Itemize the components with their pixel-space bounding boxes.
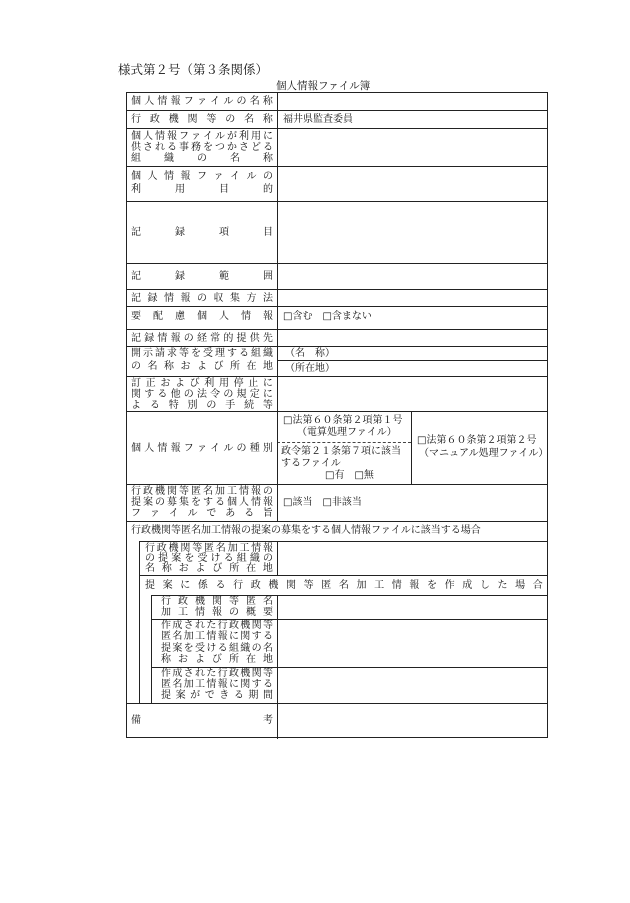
label-collection-method: 記 録 情 報 の 収 集 方 法	[131, 293, 273, 304]
sub-section-title-created: 提 案 に 係 る 行 政 機 関 等 匿 名 加 工 情 報 を 作 成 し た 場 合	[145, 580, 543, 591]
label-disclosure-line2: の 名 称 お よ び 所 在 地	[131, 361, 273, 372]
label-created-line4: 称 お よ び 所 在 地	[161, 654, 273, 665]
label-correction-line2: 関 す る 他 の 法 令 の 規 定 に	[131, 389, 273, 400]
label-receiver-line3: 名 称 お よ び 所 在 地	[145, 563, 273, 574]
disclosure-name-field: （名 称）	[285, 348, 335, 359]
sensitive-info-options: □含む □含まない	[283, 311, 372, 322]
indent-divider	[151, 595, 152, 703]
file-type-electronic-note: （電算処理ファイル）	[297, 427, 397, 438]
label-summary-line1: 行 政 機 関 等 匿 名	[161, 596, 273, 607]
label-file-type: 個 人 情 報 フ ァ イ ル の 種 別	[131, 443, 273, 454]
column-divider	[411, 411, 412, 484]
row-divider	[127, 376, 547, 377]
label-period-line3: 提 案 が で き る 期 間	[161, 690, 273, 701]
row-divider	[127, 346, 547, 347]
label-record-items: 記 録 項 目	[131, 227, 273, 238]
document-title: 個人情報ファイル簿	[276, 80, 371, 92]
row-divider	[127, 263, 547, 264]
label-file-name: 個 人 情 報 フ ァ イ ル の 名 称	[131, 96, 273, 107]
row-divider	[127, 484, 547, 485]
label-created-line3: 提 案 を 受 け る 組 織 の 名	[161, 643, 273, 654]
label-org-line1: 個 人 情 報 フ ァ イ ル が 利 用 に	[131, 131, 273, 142]
form-number: 様式第２号（第３条関係）	[118, 62, 269, 77]
label-anon-line2: 提 案 の 募 集 を す る 個 人 情 報	[131, 497, 273, 508]
label-record-scope: 記 録 範 囲	[131, 271, 273, 282]
label-sensitive-info: 要 配 慮 個 人 情 報	[131, 311, 273, 322]
dashed-divider	[277, 442, 411, 443]
row-divider	[127, 703, 547, 704]
row-divider	[127, 166, 547, 167]
file-type-ordinance-line1: 政令第２１条第７項に該当	[281, 446, 401, 457]
label-regular-provision: 記 録 情 報 の 経 常 的 提 供 先	[131, 333, 273, 344]
row-divider	[127, 110, 547, 111]
label-purpose-line2: 利 用 目 的	[131, 184, 273, 195]
column-divider	[277, 541, 278, 575]
label-created-line2: 匿 名 加 工 情 報 に 関 す る	[161, 631, 273, 642]
label-org-line2: 供 さ れ る 事 務 を つ か さ ど る	[131, 142, 273, 153]
label-receiver-line1: 行 政 機 関 等 匿 名 加 工 情 報	[145, 543, 273, 554]
label-org-line3: 組 織 の 名 称	[131, 153, 273, 164]
register-form-table	[126, 92, 548, 738]
section-title-anon-proposal: 行政機関等匿名加工情報の提案の募集をする個人情報ファイルに該当する場合	[131, 525, 481, 536]
label-disclosure-line1: 開 示 請 求 等 を 受 理 す る 組 織	[131, 348, 273, 359]
column-divider	[277, 93, 278, 521]
row-divider	[127, 289, 547, 290]
anon-applicable-options: □該当 □非該当	[283, 497, 362, 508]
value-agency-name: 福井県監査委員	[283, 114, 353, 125]
label-anon-line3: フ ァ イ ル で あ る 旨	[131, 508, 273, 519]
label-correction-line1: 訂 正 お よ び 利 用 停 止 に	[131, 378, 273, 389]
row-divider	[127, 128, 547, 129]
column-divider	[277, 595, 278, 739]
file-type-option-electronic: □法第６０条第２項第１号	[283, 415, 403, 426]
row-divider	[127, 201, 547, 202]
row-divider	[127, 521, 547, 522]
file-type-ordinance-options: □有 □無	[325, 470, 374, 481]
label-period-line1: 作 成 さ れ た 行 政 機 関 等	[161, 668, 273, 679]
label-purpose-line1: 個 人 情 報 フ ァ イ ル の	[131, 171, 273, 182]
label-receiver-line2: の 提 案 を 受 け る 組 織 の	[145, 553, 273, 564]
label-agency-name: 行 政 機 関 等 の 名 称	[131, 114, 273, 125]
label-remarks: 備 考	[131, 715, 273, 726]
row-divider	[277, 360, 547, 361]
label-created-line1: 作 成 さ れ た 行 政 機 関 等	[161, 620, 273, 631]
row-divider	[127, 306, 547, 307]
row-divider	[139, 575, 547, 576]
label-period-line2: 匿 名 加 工 情 報 に 関 す る	[161, 679, 273, 690]
row-divider	[127, 329, 547, 330]
label-correction-line3: よ る 特 別 の 手 続 等	[131, 400, 273, 411]
file-type-option-manual: □法第６０条第２項第２号	[417, 435, 537, 446]
indent-divider	[139, 541, 140, 703]
row-divider	[139, 541, 547, 542]
file-type-manual-note: （マニュアル処理ファイル）	[419, 448, 549, 459]
file-type-ordinance-line2: するファイル	[281, 458, 341, 469]
label-summary-line2: 加 工 情 報 の 概 要	[161, 607, 273, 618]
disclosure-address-field: （所在地）	[285, 363, 335, 374]
label-anon-line1: 行 政 機 関 等 匿 名 加 工 情 報 の	[131, 486, 273, 497]
